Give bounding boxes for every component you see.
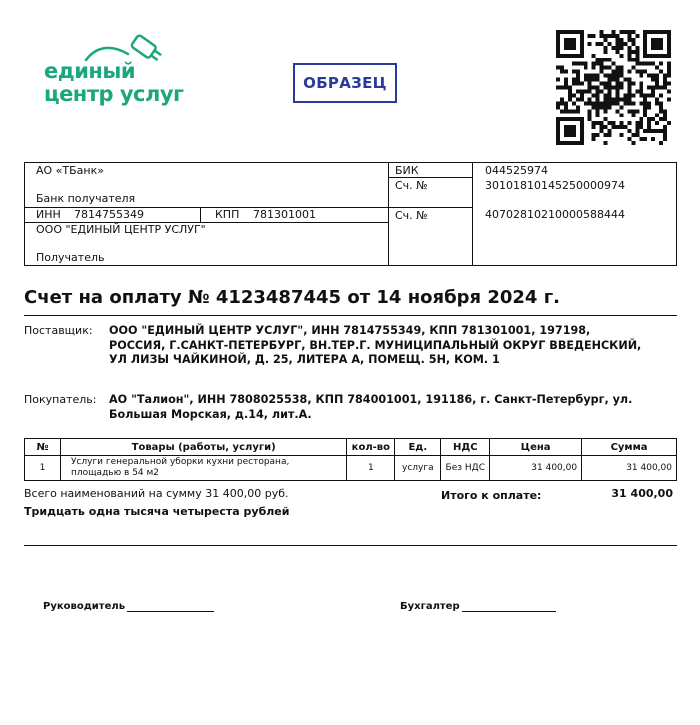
recipient-name: ООО "ЕДИНЫЙ ЦЕНТР УСЛУГ" (36, 223, 206, 236)
accountant-signature (400, 601, 556, 612)
supplier-label: Поставщик: (24, 324, 93, 337)
inn-value: 7814755349 (74, 208, 144, 221)
qr-code (556, 30, 671, 145)
buyer-label: Покупатель: (24, 393, 97, 406)
cell-unit: услуга (395, 456, 441, 481)
title-divider (24, 315, 677, 316)
cell-name-line: Услуги генеральной уборки кухни ресторана, (70, 457, 290, 467)
recipient-label: Получатель (36, 251, 105, 264)
buyer-line: Большая Морская, д.14, лит.А. (109, 407, 312, 421)
pay-value: 31 400,00 (611, 487, 673, 500)
cell-name (60, 456, 346, 481)
corr-account-label: Сч. № (395, 179, 428, 192)
logo-line-1: единый (44, 59, 136, 83)
bottom-divider (24, 545, 677, 546)
accountant-label: Бухгалтер (400, 601, 460, 612)
cell-vat: Без НДС (441, 456, 490, 481)
col-header-vat: НДС (441, 439, 490, 456)
table-row (25, 456, 677, 481)
bank-details (24, 162, 677, 266)
bik-label: БИК (395, 164, 419, 177)
accountant-signature-line (462, 601, 556, 612)
col-header-sum: Сумма (582, 439, 677, 456)
supplier-line: ООО "ЕДИНЫЙ ЦЕНТР УСЛУГ", ИНН 7814755349, КПП 781301001, 197198, (109, 324, 591, 337)
director-signature (43, 601, 214, 612)
corr-account-value: 30101810145250000974 (485, 179, 625, 192)
kpp-value: 781301001 (253, 208, 316, 221)
col-header-price: Цена (490, 439, 582, 456)
col-header-goods: Товары (работы, услуги) (60, 439, 346, 456)
company-logo (44, 34, 214, 114)
cell-name-line: площадью в 54 м2 (70, 468, 160, 478)
col-header-num: № (25, 439, 61, 456)
buyer-value (109, 393, 632, 422)
account-value: 40702810210000588444 (485, 208, 625, 221)
kpp-label: КПП (215, 208, 240, 221)
supplier-value (109, 324, 641, 368)
items-table (24, 438, 677, 481)
cell-qty: 1 (347, 456, 395, 481)
cell-price: 31 400,00 (490, 456, 582, 481)
supplier-line: РОССИЯ, Г.САНКТ-ПЕТЕРБУРГ, ВН.ТЕР.Г. МУНИЦИПАЛЬНЫЙ ОКРУГ ВВЕДЕНСКИЙ, (109, 338, 642, 352)
bik-value: 044525974 (485, 164, 548, 177)
table-header-row (25, 439, 677, 456)
bank-name: АО «ТБанк» (36, 164, 104, 177)
director-signature-line (127, 601, 214, 612)
pay-label: Итого к оплате: (441, 489, 542, 502)
sample-stamp: ОБРАЗЕЦ (293, 63, 397, 103)
director-label: Руководитель (43, 601, 126, 612)
bank-label: Банк получателя (36, 192, 136, 205)
cell-num: 1 (25, 456, 61, 481)
total-in-words: Тридцать одна тысяча четыреста рублей (24, 505, 290, 518)
supplier-line: УЛ ЛИЗЫ ЧАЙКИНОЙ, Д. 25, ЛИТЕРА А, ПОМЕЩ. 5Н, КОМ. 1 (109, 353, 500, 366)
logo-line-2: центр услуг (44, 82, 184, 106)
account-label: Сч. № (395, 209, 428, 222)
invoice-title: Счет на оплату № 4123487445 от 14 ноября 2024 г. (24, 287, 560, 308)
col-header-qty: кол-во (347, 439, 395, 456)
total-summary: Всего наименований на сумму 31 400,00 руб. (24, 487, 289, 500)
col-header-unit: Ед. (395, 439, 441, 456)
buyer-line: АО "Талион", ИНН 7808025538, КПП 784001001, 191186, г. Санкт-Петербург, ул. (109, 393, 633, 406)
cell-sum: 31 400,00 (582, 456, 677, 481)
inn-label: ИНН (36, 208, 61, 221)
